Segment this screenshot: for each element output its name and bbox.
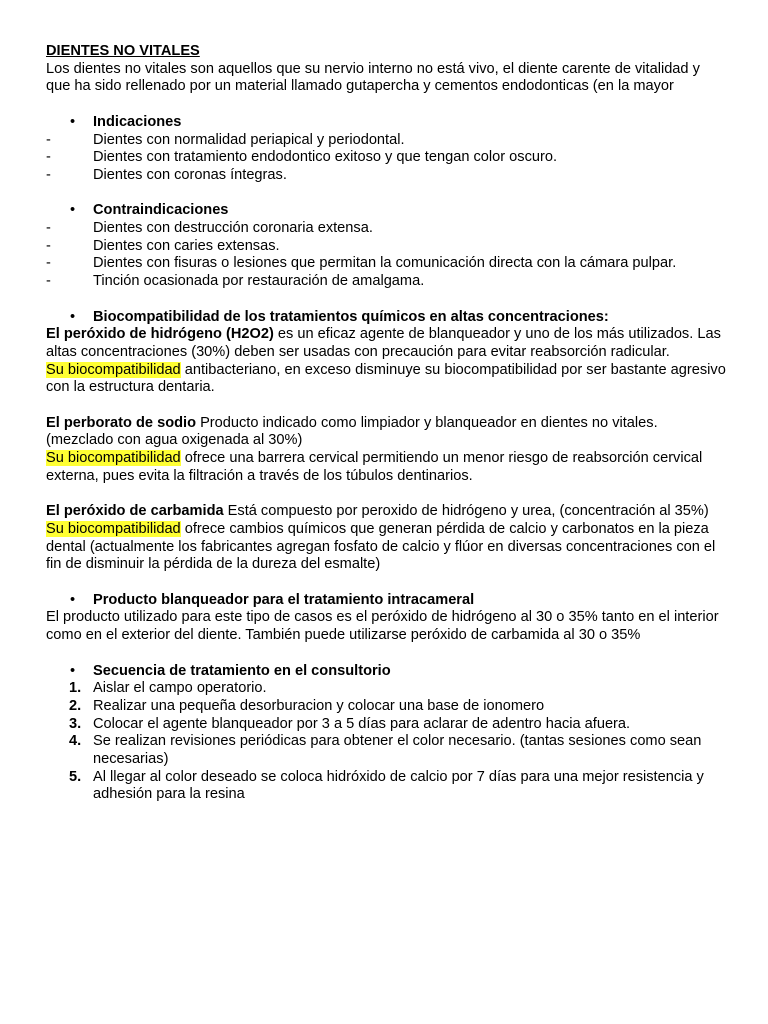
list-item: 5. Al llegar al color deseado se coloca hidróxido de calcio por 7 días para una mejor resistencia y adhesión para la resina: [69, 768, 704, 803]
section-heading-indicaciones: [46, 114, 726, 132]
peroxido-hidrogeno-paragraph: El peróxido de hidrógeno (H2O2) es un eficaz agente de blanqueador y uno de los más utilizados. Las altas concentraciones (30%) deben ser usadas con precaución para evitar reabsorción radicular.: [46, 326, 721, 360]
list-item: - Dientes con normalidad periapical y periodontal.: [46, 131, 405, 148]
heading-text: Contraindicaciones: [93, 202, 229, 219]
section-heading-biocompatibilidad: [46, 309, 726, 327]
step-number: 4.: [69, 733, 82, 750]
dash-icon: -: [46, 237, 51, 254]
list-item: - Dientes con destrucción coronaria extensa.: [46, 220, 373, 236]
step-number: 1.: [69, 680, 82, 697]
list-item: - Dientes con tratamiento endodontico exitoso y que tengan color oscuro.: [46, 149, 558, 166]
dash-icon: -: [46, 149, 51, 166]
section-heading-producto: [46, 592, 726, 610]
list-item: - Dientes con coronas íntegras.: [46, 166, 287, 183]
peroxido-carbamida-paragraph: El peróxido de carbamida Está compuesto por peroxido de hidrógeno y urea, (concentración al 35%): [46, 503, 709, 520]
term-label: El peróxido de carbamida: [46, 503, 224, 520]
heading-text: Secuencia de tratamiento en el consultorio: [93, 662, 391, 679]
highlight-label: Su biocompatibilidad: [46, 450, 181, 467]
spacer: [46, 397, 726, 415]
contraindicaciones-list: [46, 220, 726, 291]
list-item: 2. Realizar una pequeña desorburacion y colocar una base de ionomero: [69, 697, 545, 714]
bullet-icon: •: [70, 591, 76, 608]
spacer: [46, 486, 726, 504]
highlight-label: Su biocompatibilidad: [46, 361, 181, 378]
dash-icon: -: [46, 131, 51, 148]
dash-icon: -: [46, 166, 51, 183]
list-item: 1. Aislar el campo operatorio.: [69, 680, 267, 697]
peroxido-carbamida-bio: Su biocompatibilidad ofrece cambios químicos que generan pérdida de calcio y carbonatos en la pieza dental (actualmente los fabricantes agregan fosfato de calcio y flúor en diversas concentraciones con el fin de disminuir la pérdida de la dureza del esmalte): [46, 520, 716, 573]
list-item: 3. Colocar el agente blanqueador por 3 a 5 días para aclarar de adentro hacia afuera.: [69, 715, 631, 732]
intro-paragraph: Los dientes no vitales son aquellos que su nervio interno no está vivo, el diente carente de vitalidad y que ha sido rellenado por un material llamado gutapercha y cementos endodonticas (en la mayor: [46, 60, 700, 95]
producto-paragraph: El producto utilizado para este tipo de casos es el peróxido de hidrógeno al 30 o 35% tanto en el interior como en el exterior del diente. También puede utilizarse peróxido de carbamida al 30 o 35%: [46, 609, 719, 644]
step-number: 5.: [69, 768, 82, 785]
perborato-sodio-bio: Su biocompatibilidad ofrece una barrera cervical permitiendo un menor riesgo de reabsorción cervical externa, pues evita la filtración a través de los túbulos dentinarios.: [46, 450, 703, 484]
list-item: - Tinción ocasionada por restauración de amalgama.: [46, 273, 425, 290]
document-page: [46, 43, 726, 804]
highlight-label: Su biocompatibilidad: [46, 520, 181, 537]
spacer: [46, 185, 726, 203]
spacer: [46, 645, 726, 663]
dash-icon: -: [46, 220, 51, 236]
term-label: El peróxido de hidrógeno (H2O2): [46, 326, 274, 343]
section-heading-contraindicaciones: [46, 202, 726, 220]
dash-icon: -: [46, 255, 51, 272]
list-item: 4. Se realizan revisiones periódicas para obtener el color necesario. (tantas sesiones como sean necesarias): [69, 733, 702, 768]
heading-text: Indicaciones: [93, 113, 182, 130]
bullet-icon: •: [70, 202, 76, 219]
document-title: DIENTES NO VITALES: [46, 43, 200, 59]
term-label: El perborato de sodio: [46, 414, 197, 431]
spacer: [46, 96, 726, 114]
list-item: - Dientes con caries extensas.: [46, 237, 280, 254]
bullet-icon: •: [70, 662, 76, 679]
spacer: [46, 291, 726, 309]
heading-text: Biocompatibilidad de los tratamientos químicos en altas concentraciones:: [93, 308, 609, 325]
dash-icon: -: [46, 273, 51, 290]
step-number: 2.: [69, 697, 82, 714]
heading-text: Producto blanqueador para el tratamiento intracameral: [93, 591, 475, 608]
perborato-sodio-paragraph: El perborato de sodio Producto indicado como limpiador y blanqueador en dientes no vitales. (mezclado con agua oxigenada al 30%): [46, 414, 658, 449]
peroxido-hidrogeno-bio: Su biocompatibilidad antibacteriano, en exceso disminuye su biocompatibilidad por ser bastante agresivo con la estructura dentaria.: [46, 361, 726, 396]
list-item: - Dientes con fisuras o lesiones que permitan la comunicación directa con la cámara pulpar.: [46, 255, 677, 272]
bullet-icon: •: [70, 113, 76, 130]
section-heading-secuencia: [46, 663, 726, 681]
spacer: [46, 574, 726, 592]
indicaciones-list: [46, 132, 726, 185]
step-number: 3.: [69, 715, 82, 732]
bullet-icon: •: [70, 308, 76, 325]
secuencia-list: [46, 680, 726, 804]
